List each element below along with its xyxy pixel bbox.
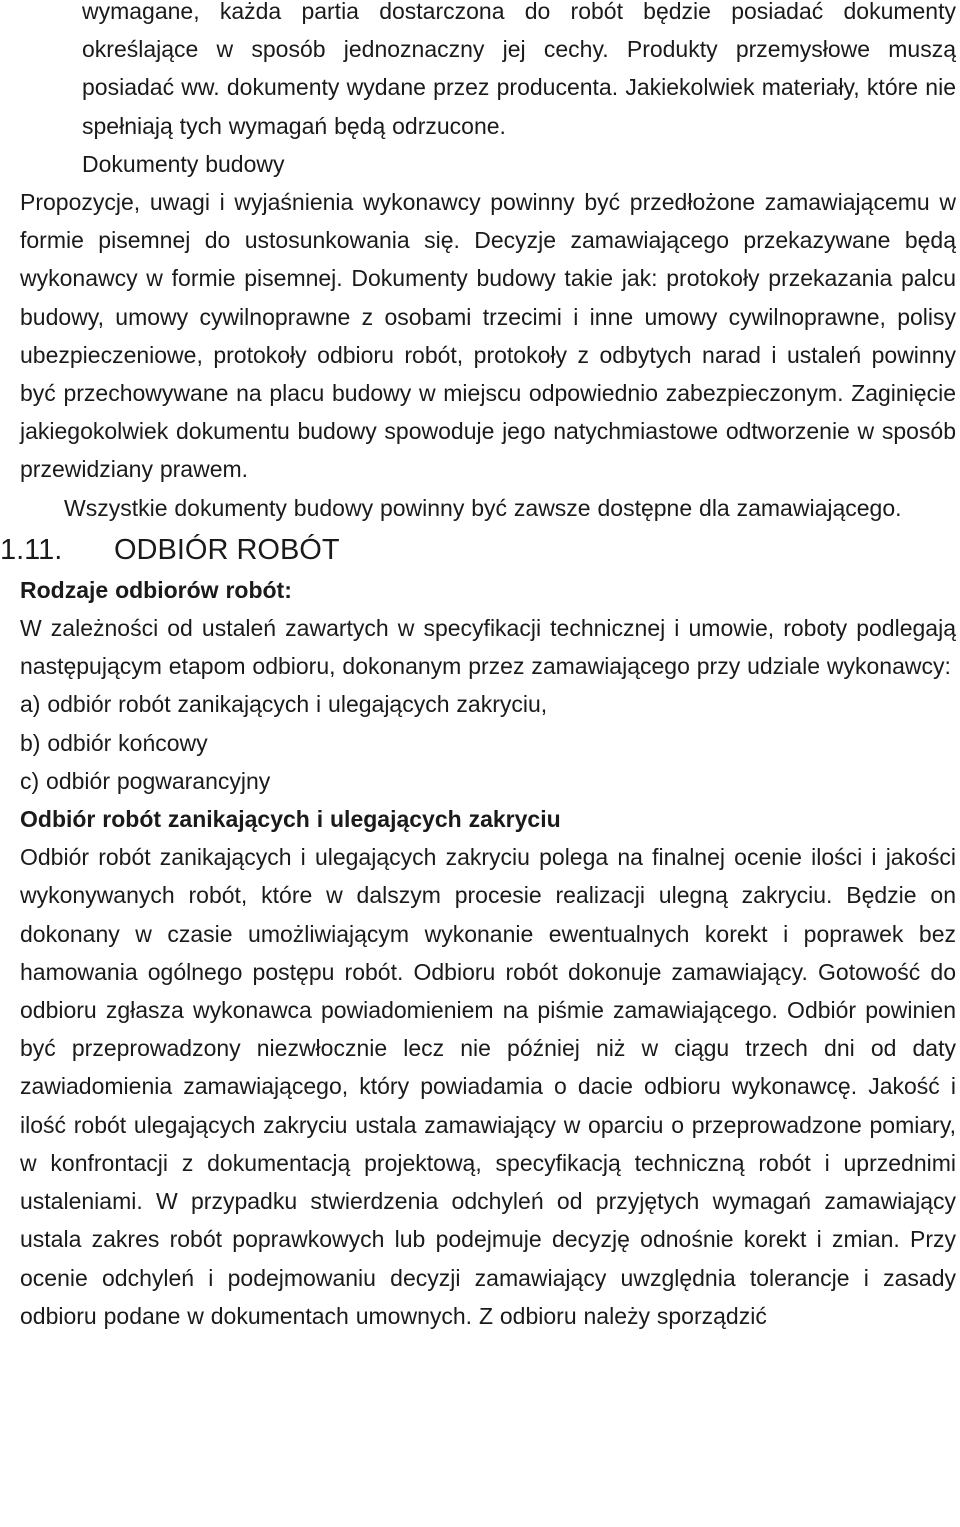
dokumenty-heading-text: Dokumenty budowy bbox=[82, 150, 285, 177]
dokumenty-closing: Wszystkie dokumenty budowy powinny być zawsze dostępne dla zamawiającego. bbox=[64, 494, 902, 521]
dokumenty-body: Propozycje, uwagi i wyjaśnienia wykonawcy powinny być przedłożone zamawiającemu w formie pisemnej do ustosunkowania się. Decyzje zamawiającego przekazywane będą wykonawcy w formie pisemnej. Dokumenty budowy takie jak: protokoły przekazania palcu budowy, umowy cywilnoprawne z osobami trzecimi i inne umowy cywilnoprawne, polisy ubezpieczeniowe, protokoły odbioru robót, protokoły z odbytych narad i ustaleń powinny być przechowywane na placu budowy w miejscu odpowiednio zabezpieczonym. Zaginięcie jakiegokolwiek dokumentu budowy spowoduje jego natychmiastowe odtworzenie w sposób przewidziany prawem. bbox=[20, 189, 956, 483]
list-item: b) odbiór końcowy bbox=[20, 729, 208, 756]
rodzaje-body: W zależności od ustaleń zawartych w specyfikacji technicznej i umowie, roboty podlegają następującym etapom odbioru, dokonanym przez zamawiającego przy udziale wykonawcy: bbox=[20, 615, 956, 680]
list-item: c) odbiór pogwarancyjny bbox=[20, 767, 271, 794]
intro-paragraph: wymagane, każda partia dostarczona do robót będzie posiadać dokumenty określające w sposób jednoznaczny jej cechy. Produkty przemysłowe muszą posiadać ww. dokumenty wydane przez producenta. Jakiekolwiek materiały, które nie spełniają tych wymagań będą odrzucone. bbox=[82, 0, 956, 139]
section-heading bbox=[0, 527, 956, 571]
section-number: 1.11. bbox=[0, 533, 63, 566]
list-item: a) odbiór robót zanikających i ulegających zakryciu, bbox=[20, 691, 548, 718]
zanikajace-body: Odbiór robót zanikających i ulegających zakryciu polega na finalnej ocenie ilości i jakości wykonywanych robót, które w dalszym procesie realizacji ulegną zakryciu. Będzie on dokonany w czasie umożliwiającym wykonanie ewentualnych korekt i poprawek bez hamowania ogólnego postępu robót. Odbioru robót dokonuje zamawiający. Gotowość do odbioru zgłasza wykonawca powiadomieniem na piśmie zamawiającego. Odbiór powinien być przeprowadzony niezwłocznie lecz nie później niż w ciągu trzech dni od daty zawiadomienia zamawiającego, który powiadamia o dacie odbioru wykonawcę. Jakość i ilość robót ulegających zakryciu ustala zamawiający w oparciu o przeprowadzone pomiary, w konfrontacji z dokumentacją projektową, specyfikacją techniczną robót i uprzednimi ustaleniami. W przypadku stwierdzenia odchyleń od przyjętych wymagań zamawiający ustala zakres robót poprawkowych lub podejmuje decyzję odnośnie korekt i zmian. Przy ocenie odchyleń i podejmowaniu decyzji zamawiający uwzględnia tolerancje i zasady odbioru podane w dokumentach umownych. Z odbioru należy sporządzić bbox=[20, 844, 956, 1329]
section-title: ODBIÓR ROBÓT bbox=[114, 533, 340, 566]
rodzaje-heading: Rodzaje odbiorów robót: bbox=[20, 576, 292, 603]
zanikajace-heading: Odbiór robót zanikających i ulegających zakryciu bbox=[20, 806, 561, 833]
dokumenty-heading bbox=[20, 145, 956, 183]
